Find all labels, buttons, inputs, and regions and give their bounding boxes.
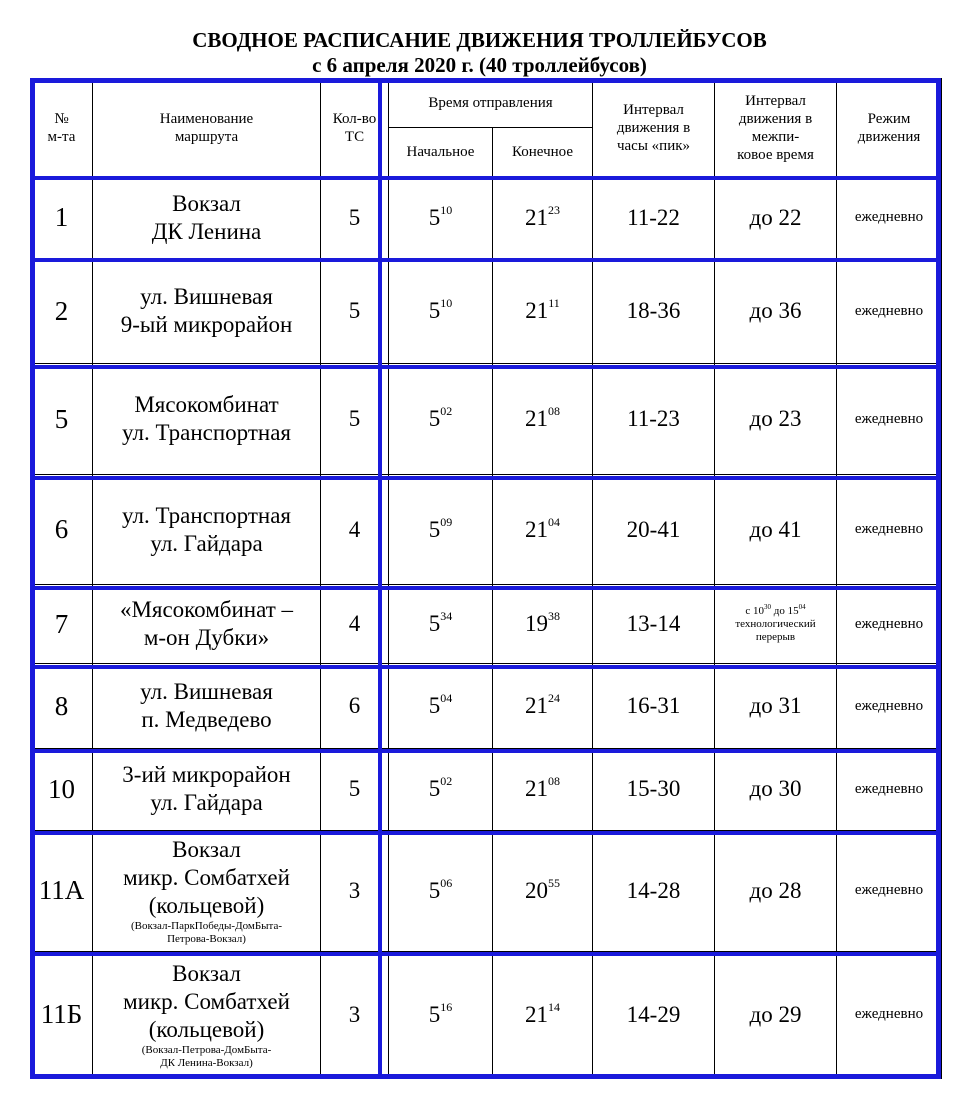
start-time-cell: $5^{04}$ [389,664,493,748]
route-name-line: ул. Гайдара [150,790,263,816]
vehicle-count-cell: 3 [321,830,389,951]
route-name-line: Вокзал [172,960,241,986]
route-name-line: 3-ий микрорайон [122,762,291,788]
start-time-cell: $5^{10}$ [389,177,493,259]
peak-interval-cell: 20-41 [593,475,715,585]
route-name-line: ул. Транспортная [121,502,292,528]
table-row [31,748,942,830]
header-offpeak-interval: Интервал движения в межпи- ковое время [715,79,837,177]
peak-interval-cell: 11-23 [593,364,715,475]
table-row [31,177,942,259]
offpeak-interval-cell: до 36 [715,259,837,364]
route-name-line: ДК Ленина [151,218,262,244]
operation-mode-cell: ежедневно [837,364,942,475]
end-time-cell: $21^{24}$ [493,664,593,748]
route-number-cell: 2 [31,259,93,364]
operation-mode-cell: ежедневно [837,951,942,1078]
end-time-cell: $20^{55}$ [493,830,593,951]
operation-mode-cell: ежедневно [837,259,942,364]
route-path-note: (Вокзал-ПаркПобеды-ДомБыта- Петрова-Вокзал) [130,919,283,945]
table-row [31,475,942,585]
route-name-line: (кольцевой) [148,1016,265,1042]
route-name-cell [93,475,321,585]
peak-interval-cell: 16-31 [593,664,715,748]
route-name-line: микр. Сомбатхей [123,988,290,1014]
offpeak-interval-cell: до 29 [715,951,837,1078]
route-name-cell [93,748,321,830]
table-row [31,830,942,951]
table-row [31,664,942,748]
table-row [31,585,942,664]
operation-mode-cell: ежедневно [837,475,942,585]
end-time-cell: $21^{08}$ [493,748,593,830]
peak-interval-cell: 18-36 [593,259,715,364]
peak-interval-cell: 14-29 [593,951,715,1078]
table-row [31,951,942,1078]
header-route-name: Наименование маршрута [93,79,321,177]
vehicle-count-cell: 4 [321,475,389,585]
offpeak-note-cell: с $10^{30}$ до $15^{04}$ технологический перерыв [715,585,837,664]
operation-mode-cell: ежедневно [837,830,942,951]
route-number-cell: 6 [31,475,93,585]
route-name-line: «Мясокомбинат – [119,597,294,623]
offpeak-interval-cell: до 28 [715,830,837,951]
end-time-cell: $21^{04}$ [493,475,593,585]
route-number-cell: 8 [31,664,93,748]
route-name-line: 9-ый микрорайон [120,312,293,338]
route-name-cell [93,585,321,664]
route-name-line: ул. Вишневая [140,679,273,705]
header-route-number: № м-та [31,79,93,177]
start-time-cell: $5^{34}$ [389,585,493,664]
end-time-cell: $19^{38}$ [493,585,593,664]
offpeak-interval-cell: до 23 [715,364,837,475]
start-time-cell: $5^{16}$ [389,951,493,1078]
start-time-cell: $5^{09}$ [389,475,493,585]
route-number-cell: 5 [31,364,93,475]
route-name-cell [93,259,321,364]
route-path-note: (Вокзал-Петрова-ДомБыта- ДК Ленина-Вокзал) [141,1043,272,1069]
operation-mode-cell: ежедневно [837,177,942,259]
offpeak-interval-cell: до 31 [715,664,837,748]
vehicle-count-cell: 5 [321,748,389,830]
vehicle-count-cell: 5 [321,364,389,475]
operation-mode-cell: ежедневно [837,748,942,830]
header-peak-interval: Интервал движения в часы «пик» [593,79,715,177]
route-name-line: микр. Сомбатхей [123,864,290,890]
header-operation-mode: Режим движения [837,79,942,177]
route-name-line: п. Медведево [141,707,272,733]
operation-mode-cell: ежедневно [837,585,942,664]
table-row [31,364,942,475]
title-line-2: с 6 апреля 2020 г. (40 троллейбусов) [312,53,647,77]
vehicle-count-cell: 5 [321,177,389,259]
route-name-line: ул. Гайдара [150,530,263,556]
offpeak-interval-cell: до 41 [715,475,837,585]
vehicle-count-cell: 4 [321,585,389,664]
start-time-cell: $5^{02}$ [389,364,493,475]
route-name-cell [93,951,321,1078]
vehicle-count-cell: 3 [321,951,389,1078]
route-name-line: Вокзал [172,836,241,862]
route-name-line: м-он Дубки» [143,625,270,651]
route-number-cell: 1 [31,177,93,259]
route-number-cell: 11А [31,830,93,951]
operation-mode-cell: ежедневно [837,664,942,748]
end-time-cell: $21^{23}$ [493,177,593,259]
schedule-table [30,78,942,1079]
peak-interval-cell: 13-14 [593,585,715,664]
start-time-cell: $5^{06}$ [389,830,493,951]
peak-interval-cell: 14-28 [593,830,715,951]
peak-interval-cell: 11-22 [593,177,715,259]
route-name-cell [93,177,321,259]
end-time-cell: $21^{11}$ [493,259,593,364]
route-number-cell: 7 [31,585,93,664]
header-departure-time: Время отправления [389,79,593,128]
route-number-cell: 10 [31,748,93,830]
route-name-line: ул. Вишневая [140,284,273,310]
offpeak-interval-cell: до 30 [715,748,837,830]
table-row [31,259,942,364]
start-time-cell: $5^{10}$ [389,259,493,364]
start-time-cell: $5^{02}$ [389,748,493,830]
route-number-cell: 11Б [31,951,93,1078]
offpeak-interval-cell: до 22 [715,177,837,259]
route-name-line: Мясокомбинат [134,392,279,418]
end-time-cell: $21^{14}$ [493,951,593,1078]
route-name-cell [93,364,321,475]
vehicle-count-cell: 5 [321,259,389,364]
route-name-line: Вокзал [172,190,241,216]
title-line-1: СВОДНОЕ РАСПИСАНИЕ ДВИЖЕНИЯ ТРОЛЛЕЙБУСОВ [192,28,767,52]
route-name-line: ул. Транспортная [121,420,292,446]
end-time-cell: $21^{08}$ [493,364,593,475]
header-end-time: Конечное [493,128,593,177]
route-name-line: (кольцевой) [148,892,265,918]
route-name-cell [93,830,321,951]
header-start-time: Начальное [389,128,493,177]
peak-interval-cell: 15-30 [593,748,715,830]
header-vehicle-count: Кол-во ТС [321,79,389,177]
route-name-cell [93,664,321,748]
vehicle-count-cell: 6 [321,664,389,748]
